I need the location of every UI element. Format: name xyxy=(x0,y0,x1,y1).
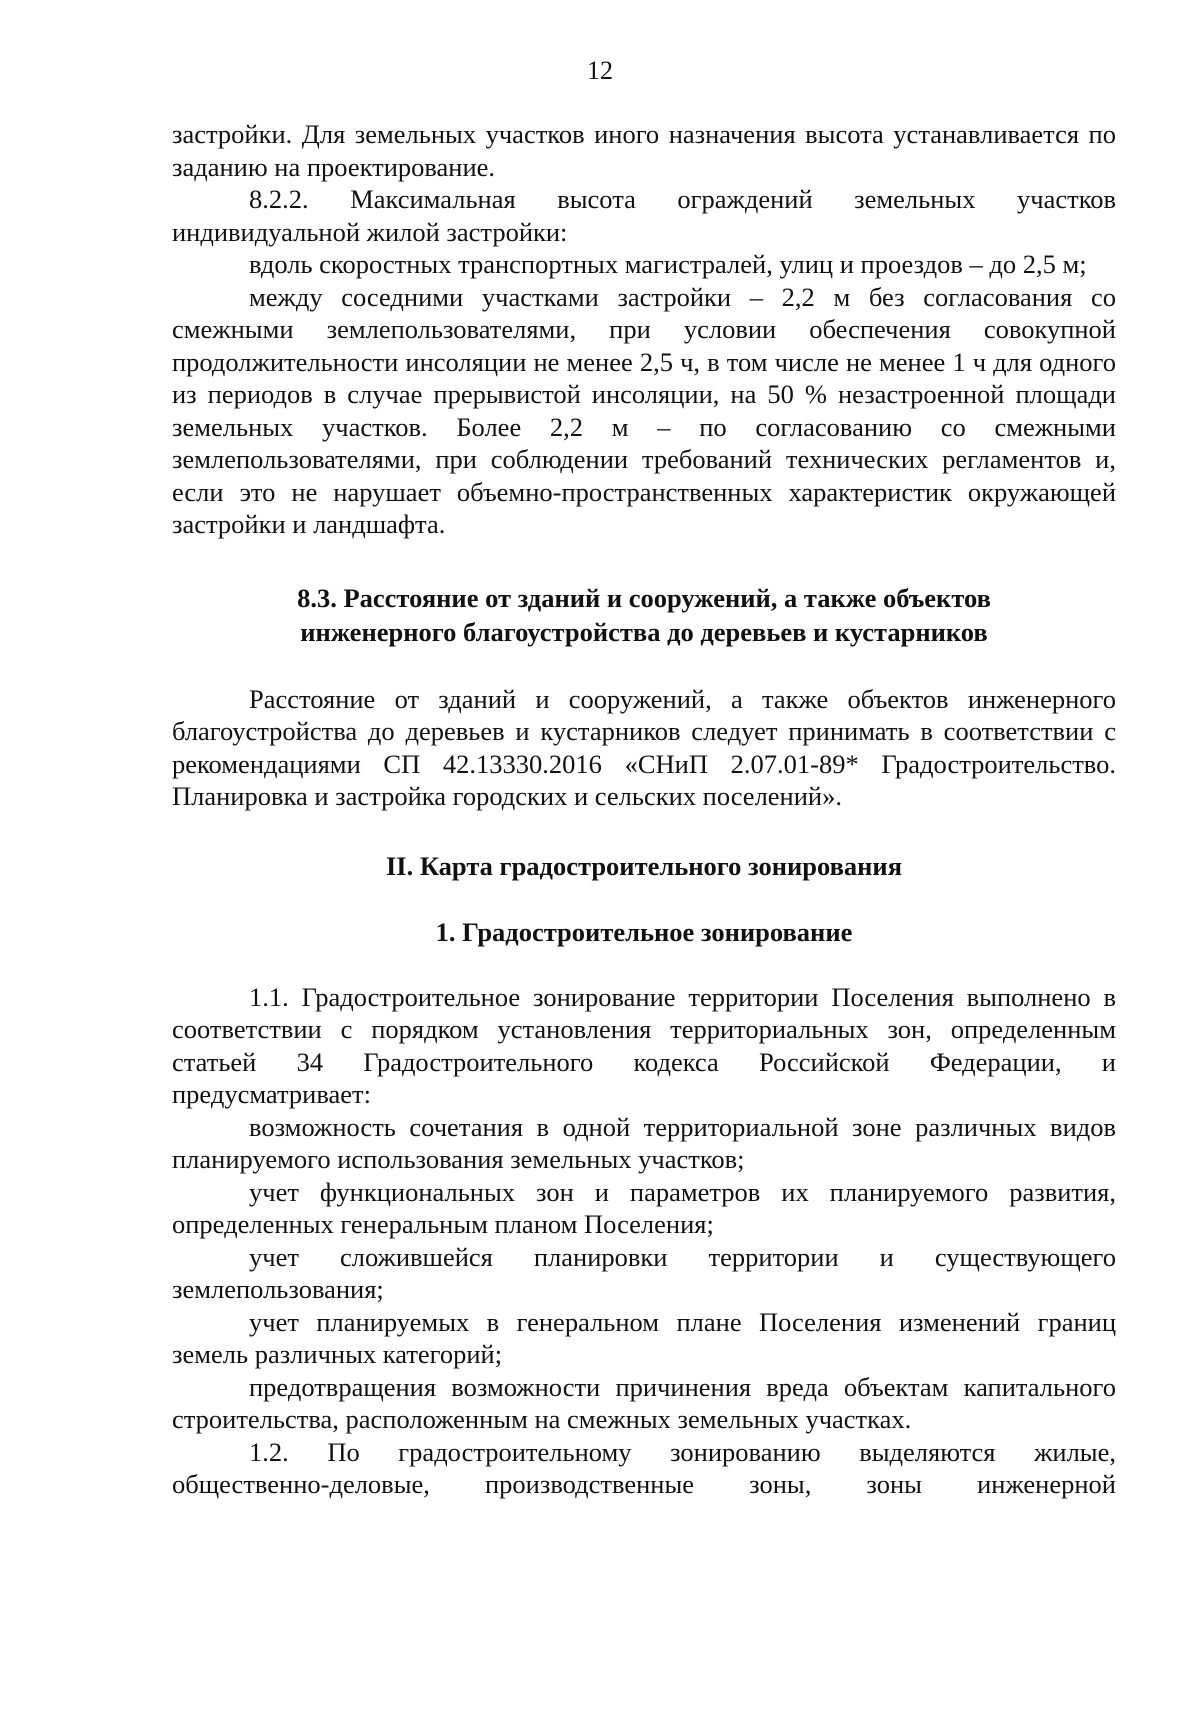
page-content xyxy=(172,118,1116,1501)
paragraph-fence-between-plots: между соседними участками застройки – 2,2 м без согласования со смежными землепользователями, при условии обеспечения совокупной продолжительности инсоляции не менее 2,5 ч, в том числе не менее 1 ч для одного из периодов в случае прерывистой инсоляции, на 50 % незастроенной площади земельных участков. Более 2,2 м – по согласованию со смежными землепользователями, при соблюдении требований технических регламентов и, если это не нарушает объемно-пространственных характеристик окружающей застройки и ландшафта. xyxy=(172,281,1116,539)
section-8-3-heading-line2: инженерного благоустройства до деревьев и кустарников xyxy=(300,616,988,647)
section-8-3-heading-line1: 8.3. Расстояние от зданий и сооружений, а также объектов xyxy=(297,582,991,613)
paragraph-1-2: 1.2. По градостроительному зонированию выделяются жилые, общественно-деловые, производственные зоны, зоны инженерной xyxy=(172,1436,1116,1499)
chapter-2-heading: II. Карта градостроительного зонирования xyxy=(385,850,903,881)
paragraph-continuation: застройки. Для земельных участков иного назначения высота устанавливается по заданию на проектирование. xyxy=(172,119,1116,182)
page-number: 12 xyxy=(587,56,613,85)
list-item-existing-layout: учет сложившейся планировки территории и существующего землепользования; xyxy=(172,1241,1116,1304)
section-8-3-text: Расстояние от зданий и сооружений, а также объектов инженерного благоустройства до деревьев и кустарников следует принимать в соответствии с рекомендациями СП 42.13330.2016 «СНиП 2.07.01-89* Градостроительство. Планировка и застройка городских и сельских поселений». xyxy=(172,683,1116,811)
section-1-heading: 1. Градостроительное зонирование xyxy=(435,916,853,947)
section-8-3-heading xyxy=(172,581,1116,649)
list-item-land-categories: учет планируемых в генеральном плане Поселения изменений границ земель различных категорий; xyxy=(172,1306,1116,1369)
list-item-harm-prevention: предотвращения возможности причинения вреда объектам капитального строительства, расположенным на смежных земельных участках. xyxy=(172,1371,1116,1434)
paragraph-8-2-2: 8.2.2. Максимальная высота ограждений земельных участков индивидуальной жилой застройки: xyxy=(172,184,1116,247)
list-item-combination: возможность сочетания в одной территориальной зоне различных видов планируемого использования земельных участков; xyxy=(172,1111,1116,1174)
list-item-functional-zones: учет функциональных зон и параметров их планируемого развития, определенных генеральным планом Поселения; xyxy=(172,1176,1116,1239)
paragraph-fence-along-roads: вдоль скоростных транспортных магистралей, улиц и проездов – до 2,5 м; xyxy=(249,249,1087,279)
paragraph-1-1: 1.1. Градостроительное зонирование территории Поселения выполнено в соответствии с порядком установления территориальных зон, определенным статьей 34 Градостроительного кодекса Российской Федерации, и предусматривает: xyxy=(172,981,1116,1109)
